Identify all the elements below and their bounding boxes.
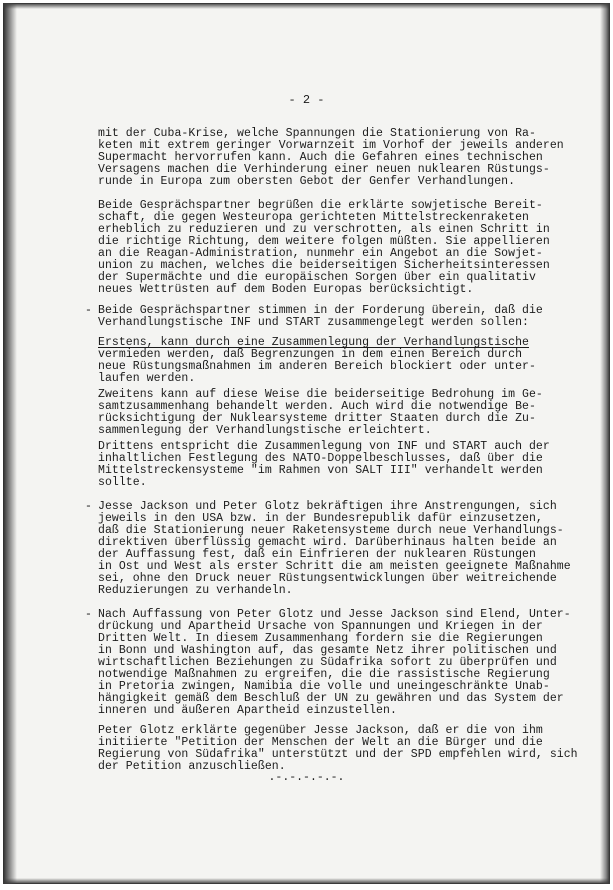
text-line: sei, ohne den Druck neuer Rüstungsentwicklungen über weitreichende: [98, 572, 557, 585]
scan-border-top: [3, 3, 610, 9]
closing-mark: .-.-.-.-.-.: [268, 771, 345, 784]
bullet-dash: -: [85, 608, 92, 621]
text-line: Zweitens kann auf diese Weise die beiderseitige Bedrohung im Ge-: [98, 388, 543, 401]
scan-border-bottom: [3, 878, 610, 884]
text-line: wirtschaftlichen Beziehungen zu Südafrika sofort zu überprüfen und: [98, 656, 557, 669]
text-line: schaft, die gegen Westeuropa gerichteten Mittelstreckenraketen: [98, 211, 529, 224]
text-line: der Supermächte und die europäischen Sorgen über ein qualitativ: [98, 271, 536, 284]
text-line: rücksichtigung der Nuklearsysteme dritter Staaten durch die Zu-: [98, 412, 536, 425]
text-line: initiierte "Petition der Menschen der Welt an die Bürger und die: [98, 736, 543, 749]
page-number: - 2 -: [288, 93, 325, 107]
text-line: in Ost und West als erster Schritt die am meisten geeignete Maßnahme: [98, 560, 571, 573]
text-line: keten mit extrem geringer Vorwarnzeit im Vorhof der jeweils anderen: [98, 139, 564, 152]
text-line: neue Rüstungsmaßnahmen im anderen Bereich blockiert oder unter-: [98, 360, 536, 373]
text-line: sammenlegung der Verhandlungstische erleichtert.: [98, 424, 432, 437]
text-line: Peter Glotz erklärte gegenüber Jesse Jackson, daß er die von ihm: [98, 724, 543, 737]
text-line: die richtige Richtung, dem weitere folgen müßten. Sie appellieren: [98, 235, 550, 248]
bullet-dash: -: [85, 500, 92, 513]
document-page: [3, 3, 610, 884]
text-line: in Bonn und Washington auf, das gesamte Netz ihrer politischen und: [98, 644, 557, 657]
text-line: daß die Stationierung neuer Raketensysteme durch neue Verhandlungs-: [98, 524, 564, 537]
text-line: vermieden werden, daß Begrenzungen in dem einen Bereich durch: [98, 348, 523, 361]
text-line: direktiven überflüssig gemacht wird. Darüberhinaus halten beide an: [98, 536, 557, 549]
text-line: Beide Gesprächspartner begrüßen die erklärte sowjetische Bereit-: [98, 199, 543, 212]
text-line: Erstens, kann durch eine Zusammenlegung der Verhandlungstische: [98, 336, 529, 349]
text-line: Mittelstreckensysteme "im Rahmen von SALT III" verhandelt werden: [98, 464, 543, 477]
scan-border-right: [600, 3, 610, 884]
text-line: Beide Gesprächspartner stimmen in der Forderung überein, daß die: [98, 304, 543, 317]
text-line: Reduzierungen zu verhandeln.: [98, 584, 293, 597]
text-line: Jesse Jackson und Peter Glotz bekräftigen ihre Anstrengungen, sich: [98, 500, 557, 513]
text-line: runde in Europa zum obersten Gebot der Genfer Verhandlungen.: [98, 175, 516, 188]
text-line: laufen werden.: [98, 372, 196, 385]
text-line: inhaltlichen Festlegung des NATO-Doppelbeschlusses, daß über die: [98, 452, 543, 465]
text-line: mit der Cuba-Krise, welche Spannungen die Stationierung von Ra-: [98, 127, 536, 140]
text-line: notwendige Maßnahmen zu ergreifen, die die rassistische Regierung: [98, 668, 550, 681]
scan-border-left: [3, 3, 17, 884]
text-line: Regierung von Südafrika" unterstützt und der SPD empfehlen wird, sich: [98, 748, 578, 761]
text-line: der Auffassung fest, daß ein Einfrieren der nuklearen Rüstungen: [98, 548, 536, 561]
text-line: neues Wettrüsten auf dem Boden Europas berücksichtigt.: [98, 283, 474, 296]
text-line: in Pretoria zwingen, Namibia die volle und uneingeschränkte Unab-: [98, 680, 550, 693]
text-line: Verhandlungstische INF und START zusammengelegt werden sollen:: [98, 316, 529, 329]
text-line: drückung und Apartheid Ursache von Spannungen und Kriegen in der: [98, 620, 543, 633]
bullet-dash: -: [85, 304, 92, 317]
text-line: an die Reagan-Administration, nunmehr ein Angebot an die Sowjet-: [98, 247, 543, 260]
text-line: samtzusammenhang behandelt werden. Auch wird die notwendige Be-: [98, 400, 536, 413]
text-line: Drittens entspricht die Zusammenlegung von INF und START auch der: [98, 440, 550, 453]
text-line: der Petition anzuschließen.: [98, 760, 286, 773]
text-line: Dritten Welt. In diesem Zusammenhang fordern sie die Regierungen: [98, 632, 543, 645]
text-line: Supermacht hervorrufen kann. Auch die Gefahren eines technischen: [98, 151, 543, 164]
text-line: Nach Auffassung von Peter Glotz und Jesse Jackson sind Elend, Unter-: [98, 608, 571, 621]
text-line: hängigkeit gemäß dem Beschluß der UN zu gewähren und das System der: [98, 692, 564, 705]
text-line: erheblich zu reduzieren und zu verschrotten, als einen Schritt in: [98, 223, 550, 236]
text-line: sollte.: [98, 476, 147, 489]
text-line: inneren und äußeren Apartheid einzustellen.: [98, 704, 397, 717]
text-line: jeweils in den USA bzw. in der Bundesrepublik dafür einzusetzen,: [98, 512, 543, 525]
text-line: Versagens machen die Verhinderung einer neuen nuklearen Rüstungs-: [98, 163, 550, 176]
text-line: union zu machen, welches die beiderseitigen Sicherheitsinteressen: [98, 259, 550, 272]
